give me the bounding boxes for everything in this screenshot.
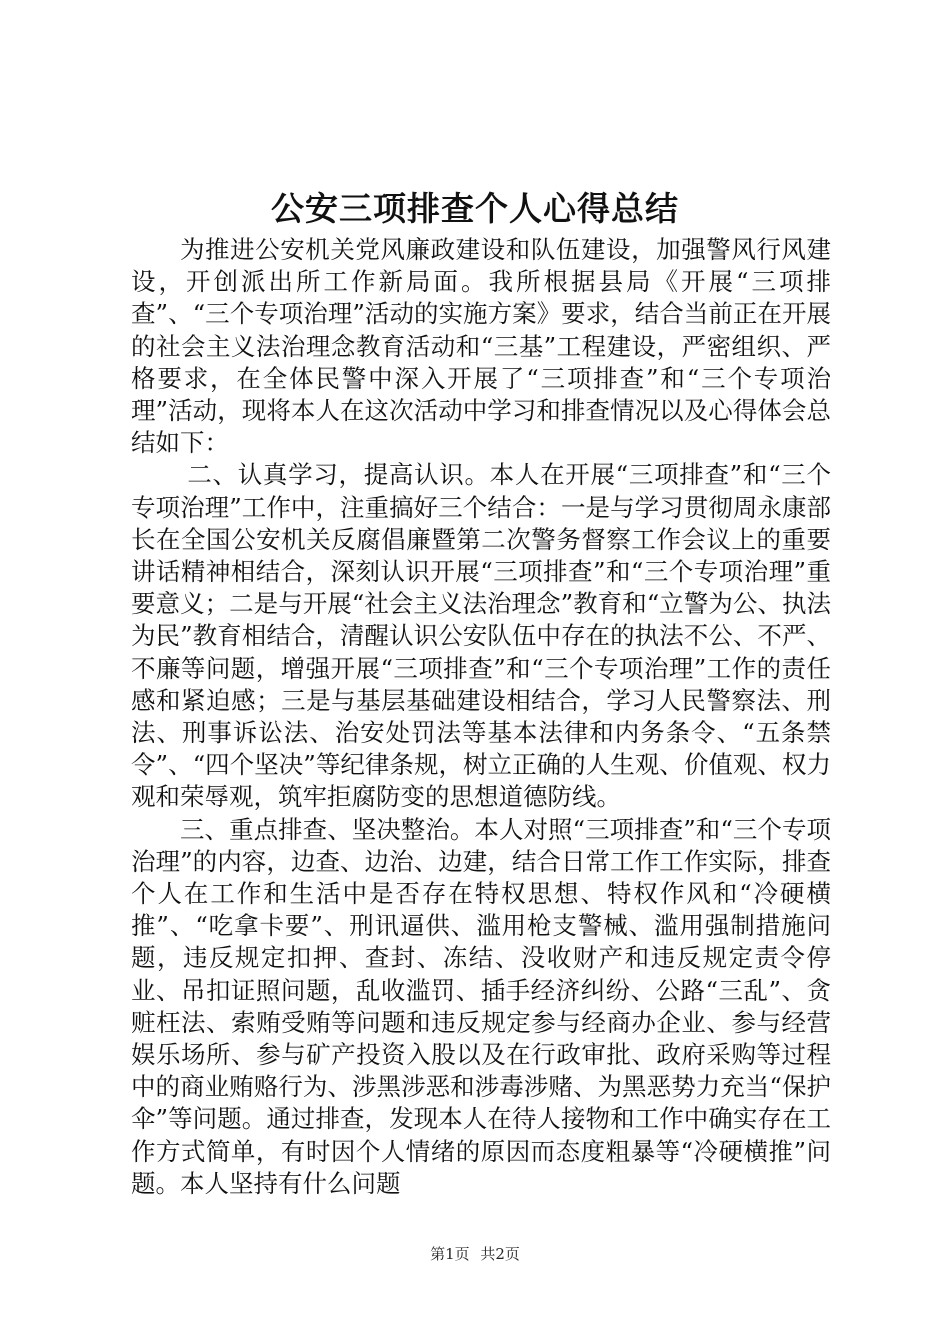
document-body xyxy=(131,234,831,1200)
document-title: 公安三项排查个人心得总结 xyxy=(271,189,679,228)
paragraph-study: 二、认真学习，提高认识。本人在开展“三项排查”和“三个专项治理”工作中，注重搞好三个结合：一是与学习贯彻周永康部长在全国公安机关反腐倡廉暨第二次警务督察工作会议上的重要讲话精神相结合，深刻认识开展“三项排查”和“三个专项治理”重要意义；二是与开展“社会主义法治理念”教育和“立警为公、执法为民”教育相结合，清醒认识公安队伍中存在的执法不公、不严、不廉等问题，增强开展“三项排查”和“三个专项治理”工作的责任感和紧迫感；三是与基层基础建设相结合，学习人民警察法、刑法、刑事诉讼法、治安处罚法等基本法律和内务条令、“五条禁令”、“四个坚决”等纪律条规，树立正确的人生观、价值观、权力观和荣辱观，筑牢拒腐防变的思想道德防线。 xyxy=(131,460,831,812)
page-footer xyxy=(0,1242,950,1266)
paragraph-investigation: 三、重点排查、坚决整治。本人对照“三项排查”和“三个专项治理”的内容，边查、边治、边建，结合日常工作工作实际，排查个人在工作和生活中是否存在特权思想、特权作风和“冷硬横推”、“吃拿卡要”、刑讯逼供、滥用枪支警械、滥用强制措施问题，违反规定扣押、查封、冻结、没收财产和违反规定责令停业、吊扣证照问题，乱收滥罚、插手经济纠纷、公路“三乱”、贪赃枉法、索贿受贿等问题和违反规定参与经商办企业、参与经营娱乐场所、参与矿产投资入股以及在行政审批、政府采购等过程中的商业贿赂行为、涉黑涉恶和涉毒涉赌、为黑恶势力充当“保护伞”等问题。通过排查，发现本人在待人接物和工作中确实存在工作方式简单，有时因个人情绪的原因而态度粗暴等“冷硬横推”问题。本人坚持有什么问题 xyxy=(131,814,831,1198)
paragraph-intro: 为推进公安机关党风廉政建设和队伍建设，加强警风行风建设，开创派出所工作新局面。我所根据县局《开展“三项排查”、“三个专项治理”活动的实施方案》要求，结合当前正在开展的社会主义法治理念教育活动和“三基”工程建设，严密组织、严格要求，在全体民警中深入开展了“三项排查”和“三个专项治理”活动，现将本人在这次活动中学习和排查情况以及心得体会总结如下： xyxy=(131,235,831,458)
page-total: 共2页 xyxy=(480,1245,520,1263)
page-number: 第1页 xyxy=(430,1245,470,1263)
